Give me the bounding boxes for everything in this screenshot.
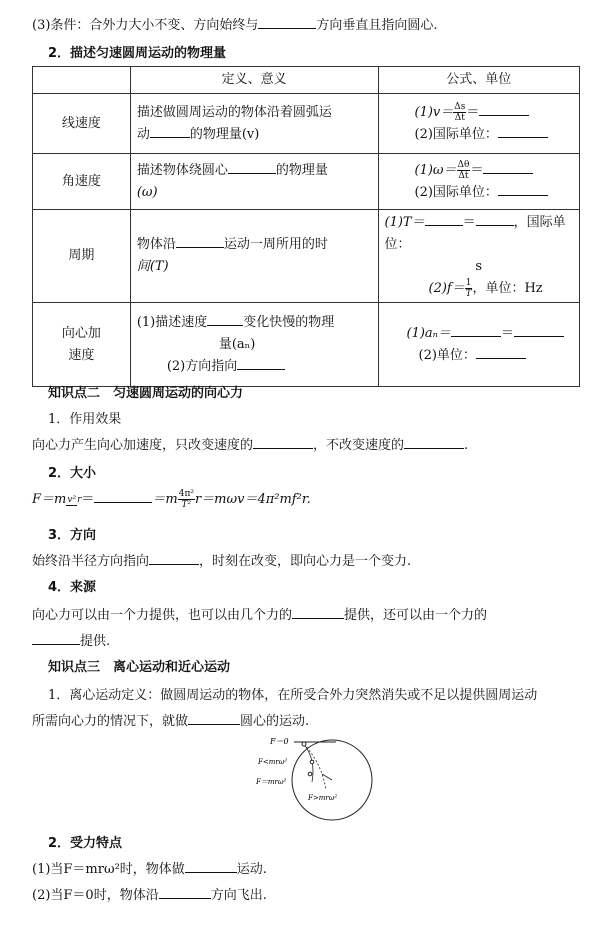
table-row bbox=[33, 210, 580, 303]
diagram-label: F>mrω² bbox=[308, 794, 338, 802]
answer-blank[interactable] bbox=[150, 125, 190, 138]
table-row bbox=[33, 94, 580, 154]
row-formula: (1)v＝ $\frac{\Delta s}{\Delta t}$ ＝ (2)国际单位： bbox=[378, 94, 580, 154]
answer-blank[interactable] bbox=[253, 436, 313, 449]
table-header: 公式、单位 bbox=[378, 67, 580, 94]
row-formula: (1)T＝ ＝ ，国际单位： s (2)f＝ $\frac{1}{T}$，单位：Hz bbox=[378, 210, 580, 303]
diagram-label: F＝0 bbox=[270, 737, 289, 746]
answer-blank[interactable] bbox=[425, 213, 463, 226]
answer-blank[interactable] bbox=[514, 324, 564, 337]
row-name: 线速度 bbox=[33, 94, 131, 154]
row-name: 周期 bbox=[33, 210, 131, 303]
answer-blank[interactable] bbox=[94, 490, 152, 503]
row-definition: 描述做圆周运动的物体沿着圆弧运 动 的物理量(v) bbox=[130, 94, 378, 154]
answer-blank[interactable] bbox=[451, 324, 501, 337]
row-definition: 物体沿 运动一周所用的时 间(T) bbox=[130, 210, 378, 303]
answer-blank[interactable] bbox=[258, 16, 316, 29]
answer-blank[interactable] bbox=[483, 161, 533, 174]
answer-blank[interactable] bbox=[476, 346, 526, 359]
diagram-label: F<mrω² bbox=[258, 758, 288, 766]
section-title: 知识点二 匀速圆周运动的向心力 bbox=[48, 386, 244, 401]
object-dot bbox=[308, 772, 312, 776]
paragraph: 所需向心力的情况下，就做 圆心的运动. bbox=[32, 714, 310, 729]
row-definition: (1)描述速度 变化快慢的物理 量(aₙ) (2)方向指向 bbox=[130, 303, 378, 387]
subsection-title: 1．作用效果 bbox=[48, 412, 122, 427]
paragraph: 始终沿半径方向指向 ，时刻在改变，即向心力是一个变力. bbox=[32, 554, 412, 569]
subsection-title: 2．受力特点 bbox=[48, 836, 123, 851]
answer-blank[interactable] bbox=[185, 860, 237, 873]
subsection-title: 4．来源 bbox=[48, 580, 97, 595]
paragraph: (1)当F＝mrω²时，物体做 运动. bbox=[32, 862, 267, 877]
subsection-title: 2．大小 bbox=[48, 466, 97, 481]
condition-line: (3)条件：合外力大小不变、方向始终与 方向垂直且指向圆心. bbox=[32, 18, 438, 33]
table-row bbox=[33, 303, 580, 387]
row-formula: (1)aₙ＝ ＝ (2)单位： bbox=[378, 303, 580, 387]
answer-blank[interactable] bbox=[228, 161, 276, 174]
row-formula: (1)ω＝ $\frac{\Delta\theta}{\Delta t}$ ＝ (2)国际单位： bbox=[378, 154, 580, 210]
diagram-label: F＝mrω² bbox=[256, 778, 287, 786]
centrifugal-diagram bbox=[252, 730, 382, 822]
section-title: 2．描述匀速圆周运动的物理量 bbox=[48, 46, 227, 61]
answer-blank[interactable] bbox=[176, 235, 224, 248]
table-header-empty bbox=[33, 67, 131, 94]
answer-blank[interactable] bbox=[188, 712, 240, 725]
answer-blank[interactable] bbox=[292, 606, 344, 619]
answer-blank[interactable] bbox=[498, 125, 548, 138]
row-name: 向心加 速度 bbox=[33, 303, 131, 387]
paragraph: (2)当F＝0时，物体沿 方向飞出. bbox=[32, 888, 267, 903]
answer-blank[interactable] bbox=[237, 357, 285, 370]
table-header: 定义、意义 bbox=[130, 67, 378, 94]
quantity-table bbox=[32, 66, 580, 387]
object-dot bbox=[310, 760, 314, 764]
subsection-title: 3．方向 bbox=[48, 528, 97, 543]
row-name: 角速度 bbox=[33, 154, 131, 210]
formula-line: F＝mv²r＝ ＝m $\frac{\text{4π²}}{\text{T²}}r=m\omega v=4\pi^2mf^2r$. bbox=[32, 489, 311, 510]
answer-blank[interactable] bbox=[149, 552, 199, 565]
paragraph: 1．离心运动定义：做圆周运动的物体，在所受合外力突然消失或不足以提供圆周运动 bbox=[48, 688, 538, 703]
section-title: 知识点三 离心运动和近心运动 bbox=[48, 660, 231, 675]
answer-blank[interactable] bbox=[498, 183, 548, 196]
answer-blank[interactable] bbox=[479, 103, 529, 116]
object-dot bbox=[302, 742, 306, 746]
paragraph: 向心力可以由一个力提供，也可以由几个力的 提供，还可以由一个力的 bbox=[32, 608, 488, 623]
answer-blank[interactable] bbox=[32, 632, 80, 645]
answer-blank[interactable] bbox=[159, 886, 211, 899]
row-definition: 描述物体绕圆心 的物理量 (ω) bbox=[130, 154, 378, 210]
answer-blank[interactable] bbox=[404, 436, 464, 449]
path-curve bbox=[304, 744, 326, 790]
paragraph: 提供. bbox=[32, 630, 110, 649]
paragraph: 向心力产生向心加速度，只改变速度的 ，不改变速度的 . bbox=[32, 438, 469, 453]
answer-blank[interactable] bbox=[476, 213, 514, 226]
answer-blank[interactable] bbox=[207, 313, 243, 326]
table-row bbox=[33, 154, 580, 210]
